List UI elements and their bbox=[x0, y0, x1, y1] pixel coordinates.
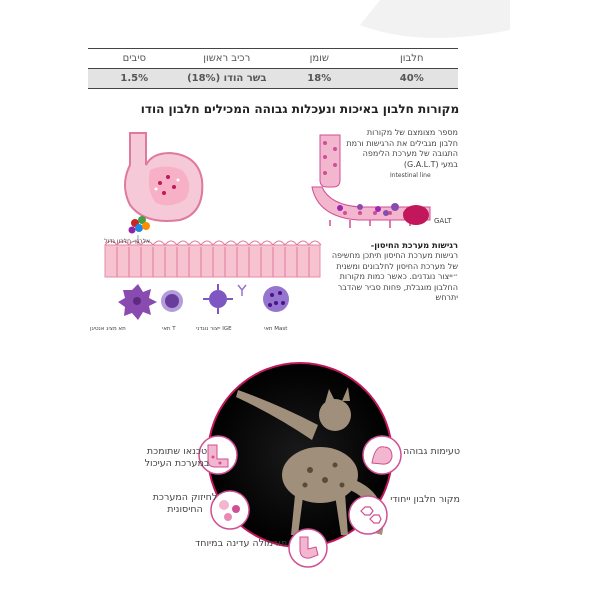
table-header-cell: חלבון bbox=[400, 53, 424, 64]
table-cell: 1.5% bbox=[120, 73, 149, 84]
table-header-cell: שומן bbox=[309, 53, 329, 64]
benefit-digestive-label: טכנאו שתומכת במערכת העיכול bbox=[144, 446, 210, 469]
section-title: מקורות חלבון באיכות ונעכלות גבוהה המכילים חלבון הודו bbox=[140, 102, 460, 116]
top-decorative-shape bbox=[360, 0, 510, 40]
cell-label-mast: תאי Mast bbox=[264, 326, 288, 332]
immune-sensitivity-text: רגישות מערכת החיסון תיתכן מחשיפה של מערכת החיסון לחלבונים ומשנית ״ייצור נוגדנים. כאשר כמות מקורות החלבון מוגבלת, פחות סביר שהדבר יתרחש bbox=[331, 251, 458, 302]
intestinal-line-label: Intestinal line bbox=[390, 172, 431, 179]
palatability-icon bbox=[363, 436, 401, 474]
antigen-presenting-cell-icon bbox=[118, 284, 157, 320]
cell-label-ige: ייצור נוגדני IGE bbox=[196, 326, 232, 332]
table-cell: 40% bbox=[399, 73, 424, 84]
t-cell-icon bbox=[161, 290, 183, 312]
galt-label: GALT bbox=[434, 217, 452, 225]
intestinal-wall bbox=[105, 241, 321, 277]
allergen-label: אלרגן- חלבון גדול bbox=[104, 238, 150, 245]
table-cell: בשר הודו (18%) bbox=[187, 73, 267, 84]
unique-protein-icon bbox=[349, 496, 387, 534]
cell-label-t: תאי T bbox=[162, 326, 176, 332]
table-header-cell: סיבים bbox=[122, 53, 146, 64]
immune-sensitivity-title: רגישות מערכת החיסון- bbox=[370, 240, 458, 250]
benefit-palatability-label: טעימות גבוהה bbox=[403, 446, 460, 457]
ige-antibody-icon bbox=[203, 284, 246, 314]
table-header-cell: רכיב ראשון bbox=[203, 53, 251, 64]
benefit-immune-label: לחיזוק המערכת החיסונית bbox=[152, 492, 218, 515]
table-header-row bbox=[88, 48, 458, 69]
mast-cell-icon bbox=[263, 286, 289, 312]
benefit-gentle-label: פורמולה עדינה במיוחד bbox=[195, 538, 287, 549]
nutrition-table bbox=[88, 48, 458, 86]
table-cell: 18% bbox=[307, 73, 332, 84]
benefit-protein-label: מקור חלבון ייחודי bbox=[390, 494, 460, 505]
stomach-illustration bbox=[125, 133, 202, 221]
cell-label-apc: תא מציג אנטיגן bbox=[90, 326, 126, 332]
galt-description: מספר מצומצם של מקורות חלבון מגבילים את הרגישות ורמת התגובה של מערכת הלימפה במעי (G.A.L.T) bbox=[346, 128, 458, 169]
table-row bbox=[88, 69, 458, 89]
